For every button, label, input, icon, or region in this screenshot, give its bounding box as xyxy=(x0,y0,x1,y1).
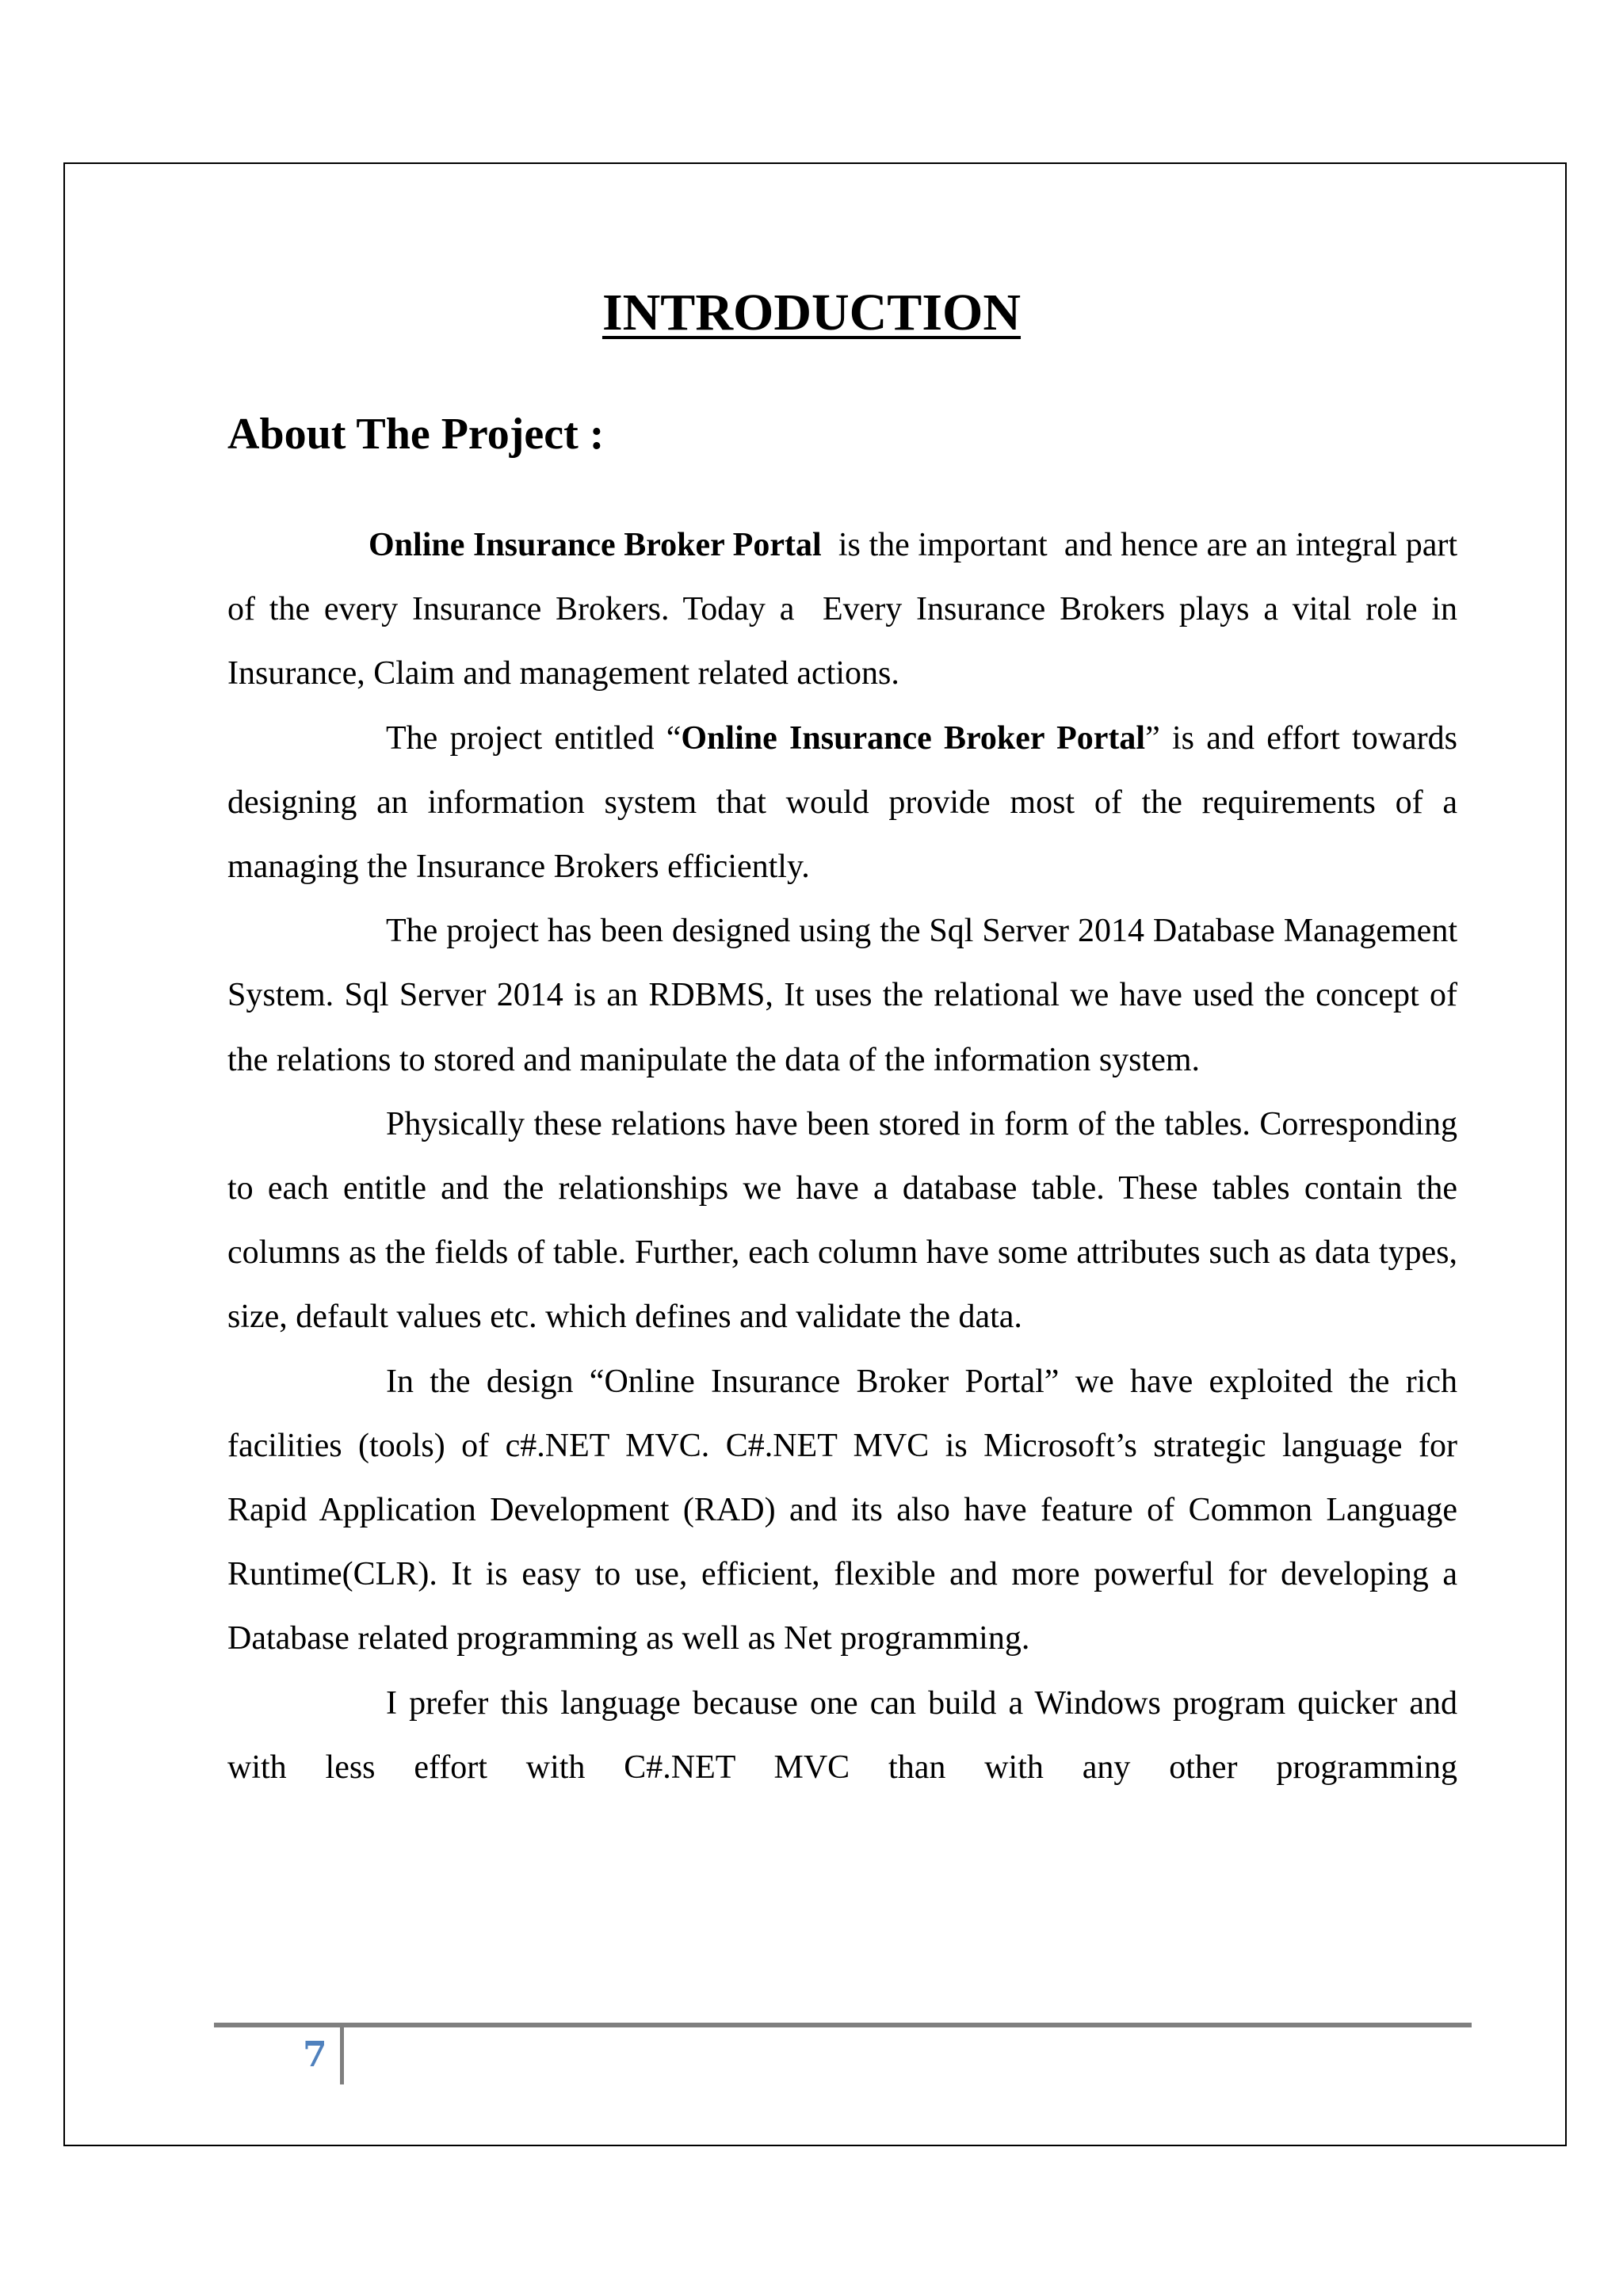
paragraph-1 xyxy=(227,513,1466,707)
paragraph-3: The project has been designed using the Sql Server 2014 Database Management System. Sql Server 2014 is an RDBMS, It uses the relational we have used the concept of the relations to stored and manipulate the data of the information system. xyxy=(227,913,1457,1078)
page-title xyxy=(0,281,1623,345)
footer-rule xyxy=(214,2023,1472,2027)
page-title-text: INTRODUCTION xyxy=(601,284,1022,341)
footer-divider xyxy=(340,2027,344,2084)
paragraph-1-lead: Online Insurance Broker Portal xyxy=(369,527,822,563)
paragraph-2-pre: The project entitled “ xyxy=(386,719,682,757)
paragraph-5: In the design “Online Insurance Broker Portal” we have exploited the rich facilities (tools) of c#.NET MVC. C#.NET MVC is Microsoft’s strategic language for Rapid Application Development (RAD) and its also have feature of Common Language Runtime(CLR). It is easy to use, efficient, flexible and more powerful for developing a Database related programming as well as Net programming. xyxy=(227,1363,1457,1657)
paragraph-2 xyxy=(227,707,1457,900)
paragraph-4: Physically these relations have been stored in form of the tables. Corresponding to each entitle and the relationships we have a database table. These tables contain the columns as the fields of table. Further, each column have some attributes such as data types, size, default values etc. which defines and validate the data. xyxy=(227,1105,1457,1336)
paragraph-1-text: is the important and hence are an integral part of the every Insurance Brokers. Today a Every Insurance Brokers plays a vital role in Insurance, Claim and management related actions. xyxy=(227,527,1466,692)
page-number: 7 xyxy=(303,2035,327,2075)
paragraph-6: I prefer this language because one can build a Windows program quicker and with less effort with C#.NET MVC than with any other programming xyxy=(227,1684,1457,1786)
section-heading: About The Project : xyxy=(227,410,605,459)
paragraph-2-post: ” is and effort towards designing an information system that would provide most of the requirements of a managing the Insurance Brokers efficiently. xyxy=(227,719,1458,886)
body-text xyxy=(227,513,1466,1800)
paragraph-2-bold: Online Insurance Broker Portal xyxy=(681,719,1146,757)
